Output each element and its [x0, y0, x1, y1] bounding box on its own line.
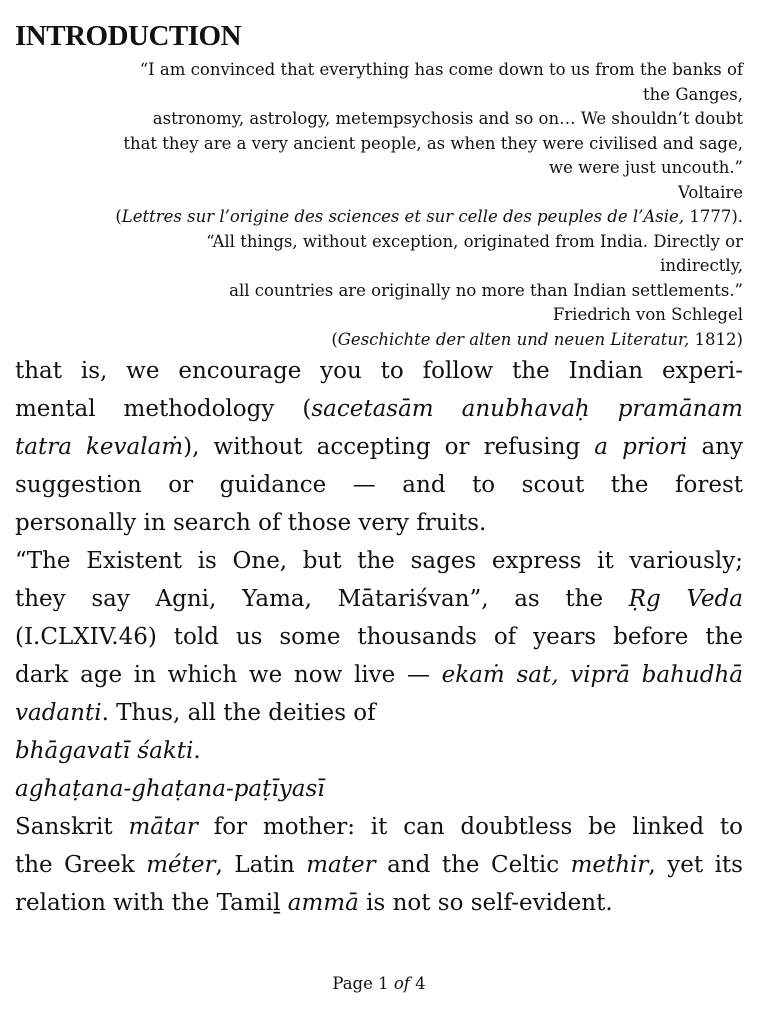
text-line: (I.CLXIV.46) told us some thousands of years before the [15, 624, 743, 650]
epigraph-line: indirectly, [660, 256, 743, 275]
epigraph-line: “I am convinced that everything has come down to us from the banks of [139, 60, 743, 79]
paragraph-matar [15, 808, 743, 922]
tamil-word: ammā [287, 890, 359, 916]
epigraph-line: we were just uncouth.” [549, 158, 743, 177]
epigraph-line: astronomy, astrology, metempsychosis and so on… We shouldn’t doubt [152, 109, 743, 128]
page-total: 4 [415, 974, 426, 993]
epigraph-voltaire [15, 58, 743, 230]
sanskrit-phrase: bhāgavatī śakti [15, 738, 194, 764]
paragraph-rg-veda [15, 542, 743, 732]
epigraphs [15, 58, 743, 352]
text-line: vadanti. Thus, all the deities of [15, 700, 376, 726]
text-line: relation with the Tamiḻ ammā is not so self-evident. [15, 890, 613, 916]
text-line: “The Existent is One, but the sages express it variously; [15, 548, 743, 574]
text-line: dark age in which we now live — ekaṁ sat, viprā bahudhā [15, 662, 743, 688]
epigraph-line: that they are a very ancient people, as when they were civilised and sage, [123, 133, 743, 153]
text-line: mental methodology (sacetasām anubhavaḥ pramānam [15, 396, 743, 422]
paragraph-bhagavati [15, 732, 743, 770]
text-line: the Greek méter, Latin mater and the Celtic methir, yet its [15, 852, 743, 878]
page-footer [0, 970, 758, 998]
epigraph-source: (Lettres sur l’origine des sciences et sur celle des peuples de l’Asie, 1777). [115, 207, 743, 226]
sanskrit-word: mātar [128, 814, 198, 840]
latin-phrase: a priori [594, 434, 688, 460]
sanskrit-phrase: tatra kevalaṁ [15, 434, 184, 460]
text-line: Sanskrit mātar for mother: it can doubtless be linked to [15, 814, 743, 840]
sanskrit-phrase: aghaṭana-ghaṭana-paṭīyasī [15, 776, 325, 802]
epigraph-source: (Geschichte der alten und neuen Literatur, 1812) [331, 329, 743, 349]
text-title: Ṛg Veda [628, 586, 743, 612]
sanskrit-phrase: vadanti [15, 700, 102, 726]
page-title: INTRODUCTION [15, 20, 242, 52]
text-line: that is, we encourage you to follow the Indian experi- [15, 358, 743, 384]
paragraph-methodology [15, 352, 743, 542]
page-of-label: of [393, 974, 410, 993]
epigraph-line: the Ganges, [643, 84, 743, 104]
epigraph-author: Voltaire [677, 182, 743, 202]
sanskrit-phrase: sacetasām anubhavaḥ pramānam [311, 396, 743, 422]
page-content [15, 18, 743, 922]
text-line: suggestion or guidance — and to scout the forest [15, 472, 743, 498]
epigraph-author: Friedrich von Schlegel [552, 305, 743, 324]
text-line: personally in search of those very fruits. [15, 510, 487, 536]
epigraph-line: “All things, without exception, originated from India. Directly or [206, 231, 743, 251]
text-line: they say Agni, Yama, Mātariśvan”, as the Ṛg Veda [15, 586, 743, 612]
epigraph-source-title: Geschichte der alten und neuen Literatur, [337, 329, 690, 349]
body-text [15, 352, 743, 922]
latin-word: mater [306, 852, 376, 878]
page-number: 1 [378, 974, 389, 993]
epigraph-schlegel [15, 230, 743, 353]
text-line [15, 770, 743, 808]
epigraph-source-title: Lettres sur l’origine des sciences et sur celle des peuples de l’Asie, [121, 207, 685, 226]
text-line: bhāgavatī śakti. [15, 738, 201, 764]
epigraph-line: all countries are originally no more than Indian settlements.” [229, 280, 743, 300]
paragraph-aghatana [15, 770, 743, 808]
text-line: tatra kevalaṁ), without accepting or refusing a priori any [15, 434, 743, 460]
sanskrit-phrase: ekaṁ sat, viprā bahudhā [441, 662, 743, 688]
greek-word: méter [146, 852, 216, 878]
celtic-word: methir [570, 852, 649, 878]
page-label: Page [332, 974, 373, 993]
